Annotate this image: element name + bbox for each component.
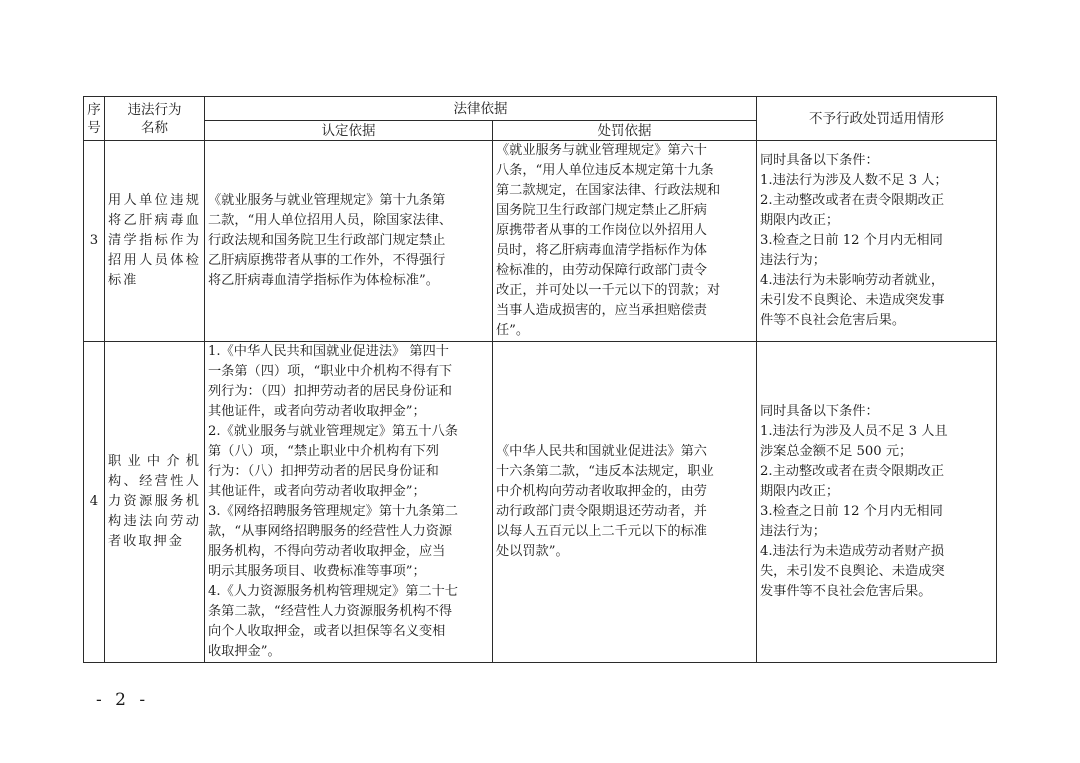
text-line: 行政法规和国务院卫生行政部门规定禁止 — [208, 233, 446, 248]
text-line: 违法行为； — [760, 524, 826, 539]
text-line: 2.主动整改或者在责令限期改正 — [760, 193, 945, 208]
row-act-name: 用人单位违规将乙肝病毒血清学指标作为招用人员体检标准 — [105, 141, 205, 342]
text-line: 款，“从事网络招聘服务的经营性人力资源 — [208, 524, 453, 539]
text-line: 八条，“用人单位违反本规定第十九条 — [496, 163, 714, 178]
text-line: 违法行为； — [760, 253, 826, 268]
text-line: 当事人造成损害的，应当承担赔偿责 — [496, 303, 707, 318]
text-line: 《就业服务与就业管理规定》第六十 — [496, 143, 707, 158]
text-line: 一条第（四）项，“职业中介机构不得有下 — [208, 364, 453, 379]
text-line: 4.违法行为未造成劳动者财产损 — [760, 544, 945, 559]
text-line: 条第二款，“经营性人力资源服务机构不得 — [208, 604, 453, 619]
text-line: 向个人收取押金，或者以担保等名义变相 — [208, 624, 446, 639]
text-line: 3.检查之日前 12 个月内无相同 — [760, 504, 943, 519]
text-line: 《就业服务与就业管理规定》第十九条第 — [208, 193, 446, 208]
text-line: 第（八）项，“禁止职业中介机构有下列 — [208, 444, 439, 459]
text-line: 员时，将乙肝病毒血清学指标作为体 — [496, 243, 707, 258]
text-line: 3.检查之日前 12 个月内无相同 — [760, 233, 943, 248]
header-seq: 序 号 — [84, 97, 105, 141]
text-line: 明示其服务项目、收费标准等事项”； — [208, 564, 426, 579]
header-row-top — [84, 97, 997, 121]
header-determination-basis: 认定依据 — [205, 121, 493, 141]
text-line: 列行为：（四）扣押劳动者的居民身份证和 — [208, 384, 452, 399]
row-penalty-basis — [493, 141, 757, 342]
text-line: 将乙肝病毒血清学指标作为体检标准”。 — [208, 273, 439, 288]
text-line: 4.《人力资源服务机构管理规定》第二十七 — [208, 584, 458, 599]
text-line: 发事件等不良社会危害后果。 — [760, 584, 932, 599]
text-line: 二款，“用人单位招用人员，除国家法律、 — [208, 213, 453, 228]
text-line: 原携带者从事的工作岗位以外招用人 — [496, 223, 707, 238]
text-line: 期限内改正； — [760, 484, 840, 499]
text-line: 件等不良社会危害后果。 — [760, 313, 906, 328]
text-line: 未引发不良舆论、未造成突发事 — [760, 293, 945, 308]
text-line: 同时具备以下条件： — [760, 153, 879, 168]
table-row — [84, 141, 997, 342]
text-line: 4.违法行为未影响劳动者就业， — [760, 273, 945, 288]
text-line: 其他证件，或者向劳动者收取押金”； — [208, 404, 426, 419]
text-line: 2.主动整改或者在责令限期改正 — [760, 464, 945, 479]
text-line: 期限内改正； — [760, 213, 840, 228]
row-seq: 4 — [84, 342, 105, 663]
text-line: 其他证件，或者向劳动者收取押金”； — [208, 484, 426, 499]
text-line: 第二款规定，在国家法律、行政法规和 — [496, 183, 721, 198]
regulation-table — [83, 96, 997, 663]
text-line: 动行政部门责令限期退还劳动者，并 — [496, 504, 707, 519]
text-line: 《中华人民共和国就业促进法》第六 — [496, 444, 707, 459]
row-conditions — [757, 342, 997, 663]
text-line: 任”。 — [496, 323, 530, 338]
text-line: 处以罚款”。 — [496, 544, 569, 559]
text-line: 十六条第二款，“违反本法规定，职业 — [496, 464, 714, 479]
row-determination-basis — [205, 141, 493, 342]
text-line: 中介机构向劳动者收取押金的，由劳 — [496, 484, 707, 499]
row-determination-basis — [205, 342, 493, 663]
text-line: 同时具备以下条件： — [760, 404, 879, 419]
header-penalty-basis: 处罚依据 — [493, 121, 757, 141]
header-act: 违法行为 名称 — [105, 97, 205, 141]
text-line: 检标准的，由劳动保障行政部门责令 — [496, 263, 707, 278]
text-line: 收取押金”。 — [208, 644, 281, 659]
row-penalty-basis — [493, 342, 757, 663]
table-row — [84, 342, 997, 663]
text-line: 失，未引发不良舆论、未造成突 — [760, 564, 945, 579]
text-line: 1.违法行为涉及人数不足 3 人； — [760, 173, 948, 188]
header-no-penalty: 不予行政处罚适用情形 — [757, 97, 997, 141]
text-line: 以每人五百元以上二千元以下的标准 — [496, 524, 707, 539]
text-line: 乙肝病原携带者从事的工作外，不得强行 — [208, 253, 446, 268]
text-line: 3.《网络招聘服务管理规定》第十九条第二 — [208, 504, 458, 519]
row-seq: 3 — [84, 141, 105, 342]
text-line: 涉案总金额不足 500 元； — [760, 444, 913, 459]
row-act-name: 职业中介机构、经营性人力资源服务机构违法向劳动者收取押金 — [105, 342, 205, 663]
text-line: 国务院卫生行政部门规定禁止乙肝病 — [496, 203, 707, 218]
text-line: 2.《就业服务与就业管理规定》第五十八条 — [208, 424, 458, 439]
header-legal-basis: 法律依据 — [205, 97, 757, 121]
text-line: 服务机构，不得向劳动者收取押金，应当 — [208, 544, 446, 559]
text-line: 行为：（八）扣押劳动者的居民身份证和 — [208, 464, 439, 479]
text-line: 改正，并可处以一千元以下的罚款；对 — [496, 283, 721, 298]
text-line: 1.违法行为涉及人员不足 3 人且 — [760, 424, 948, 439]
row-conditions — [757, 141, 997, 342]
page-number: - 2 - — [96, 690, 150, 710]
text-line: 1.《中华人民共和国就业促进法》 第四十 — [208, 344, 449, 359]
